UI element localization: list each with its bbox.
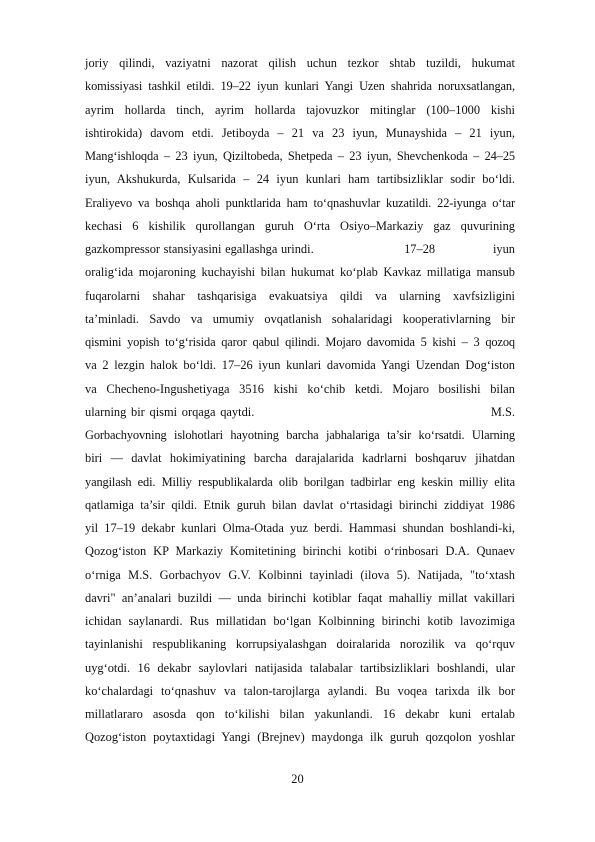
- text-line: qatlamiga ta’sir qildi. Etnik guruh bilan davlat o‘rtasidagi birinchi ziddiyat 1986: [85, 497, 515, 512]
- text-line: ta’minladi. Savdo va umumiy ovqatlanish sohalaridagi kooperativlarning bir: [85, 311, 515, 326]
- text-line: ishtirokida) davom etdi. Jetiboyda – 21 va 23 iyun, Munayshida – 21 iyun,: [85, 125, 515, 140]
- text-line: qismini yopish to‘g‘risida qaror qabul qilindi. Mojaro davomida 5 kishi – 3 qozoq: [85, 335, 515, 349]
- text-line: iyun, Akshukurda, Kulsarida – 24 iyun kunlari ham tartibsizliklar sodir bo‘ldi.: [85, 172, 515, 187]
- text-line: yil 17–19 dekabr kunlari Olma-Otada yuz berdi. Hammasi shundan boshlandi-ki,: [85, 521, 515, 535]
- text-line: millatlararo asosda qon to‘kilishi bilan yakunlandi. 16 dekabr kuni ertalab: [85, 707, 515, 721]
- text-line: yangilash edi. Milliy respublikalarda olib borilgan tadbirlar eng keskin milliy elita: [85, 474, 515, 489]
- text-line: tayinlanishi respublikaning korrupsiyalashgan doiralarida norozilik va qo‘rquv: [85, 637, 515, 652]
- text-line: o‘rniga M.S. Gorbachyov G.V. Kolbinni tayinladi (ilova 5). Natijada, "to‘xtash: [85, 567, 515, 582]
- text-line: ko‘chalardagi to‘qnashuv va talon-tarojlarga aylandi. Bu voqea tarixda ilk bor: [85, 683, 515, 698]
- text-line: fuqarolarni shahar tashqarisiga evakuatsiya qildi va ularning xavfsizligini: [85, 288, 515, 303]
- text-line: uyg‘otdi. 16 dekabr saylovlari natijasida talabalar tartibsizliklari boshlandi, ular: [85, 660, 515, 675]
- text-line: ayrim hollarda tinch, ayrim hollarda tajovuzkor mitinglar (100–1000 kishi: [85, 102, 515, 117]
- text-line: va 2 lezgin halok bo‘ldi. 17–26 iyun kunlari davomida Yangi Uzendan Dog‘iston: [85, 358, 515, 373]
- text-line: biri — davlat hokimiyatining barcha darajalarida kadrlarni boshqaruv jihatdan: [85, 451, 515, 466]
- text-line: Qozog‘iston KP Markaziy Komitetining birinchi kotibi o‘rinbosari D.A. Qunaev: [85, 544, 515, 559]
- text-line: ularning bir qismi orqaga qaytdi. M.S.: [85, 404, 515, 419]
- text-line: Gorbachyovning islohotlari hayotning barcha jabhalariga ta’sir ko‘rsatdi. Ularning: [85, 428, 515, 442]
- text-line: gazkompressor stansiyasini egallashga urindi. 17–28 iyun: [85, 242, 515, 256]
- body-text: [85, 52, 515, 750]
- text-line: va Checheno-Ingushetiyaga 3516 kishi ko‘chib ketdi. Mojaro bosilishi bilan: [85, 381, 515, 396]
- text-line: ichidan saylanardi. Rus millatidan bo‘lgan Kolbinning birinchi kotib lavozimiga: [85, 614, 515, 628]
- text-line: oralig‘ida mojaroning kuchayishi bilan hukumat ko‘plab Kavkaz millatiga mansub: [85, 265, 515, 280]
- text-line: davri" an’analari buzildi — unda birinchi kotiblar faqat mahalliy millat vakillari: [85, 590, 515, 605]
- text-line: Eraliyevo va boshqa aholi punktlarida ham to‘qnashuvlar kuzatildi. 22-iyunga o‘tar: [85, 195, 515, 210]
- text-line: joriy qilindi, vaziyatni nazorat qilish uchun tezkor shtab tuzildi, hukumat: [85, 56, 515, 70]
- text-line: Mang‘ishloqda – 23 iyun, Qiziltobeda, Shetpeda – 23 iyun, Shevchenkoda – 24–25: [85, 149, 515, 163]
- text-line: Qozog‘iston poytaxtidagi Yangi (Brejnev) maydonga ilk guruh qozqolon yoshlar: [85, 730, 515, 745]
- page-number: 20: [291, 772, 304, 786]
- text-line: komissiyasi tashkil etildi. 19–22 iyun kunlari Yangi Uzen shahrida noruxsatlangan,: [85, 79, 515, 94]
- text-line: kechasi 6 kishilik qurollangan guruh O‘rta Osiyo–Markaziy gaz quvurining: [85, 218, 515, 233]
